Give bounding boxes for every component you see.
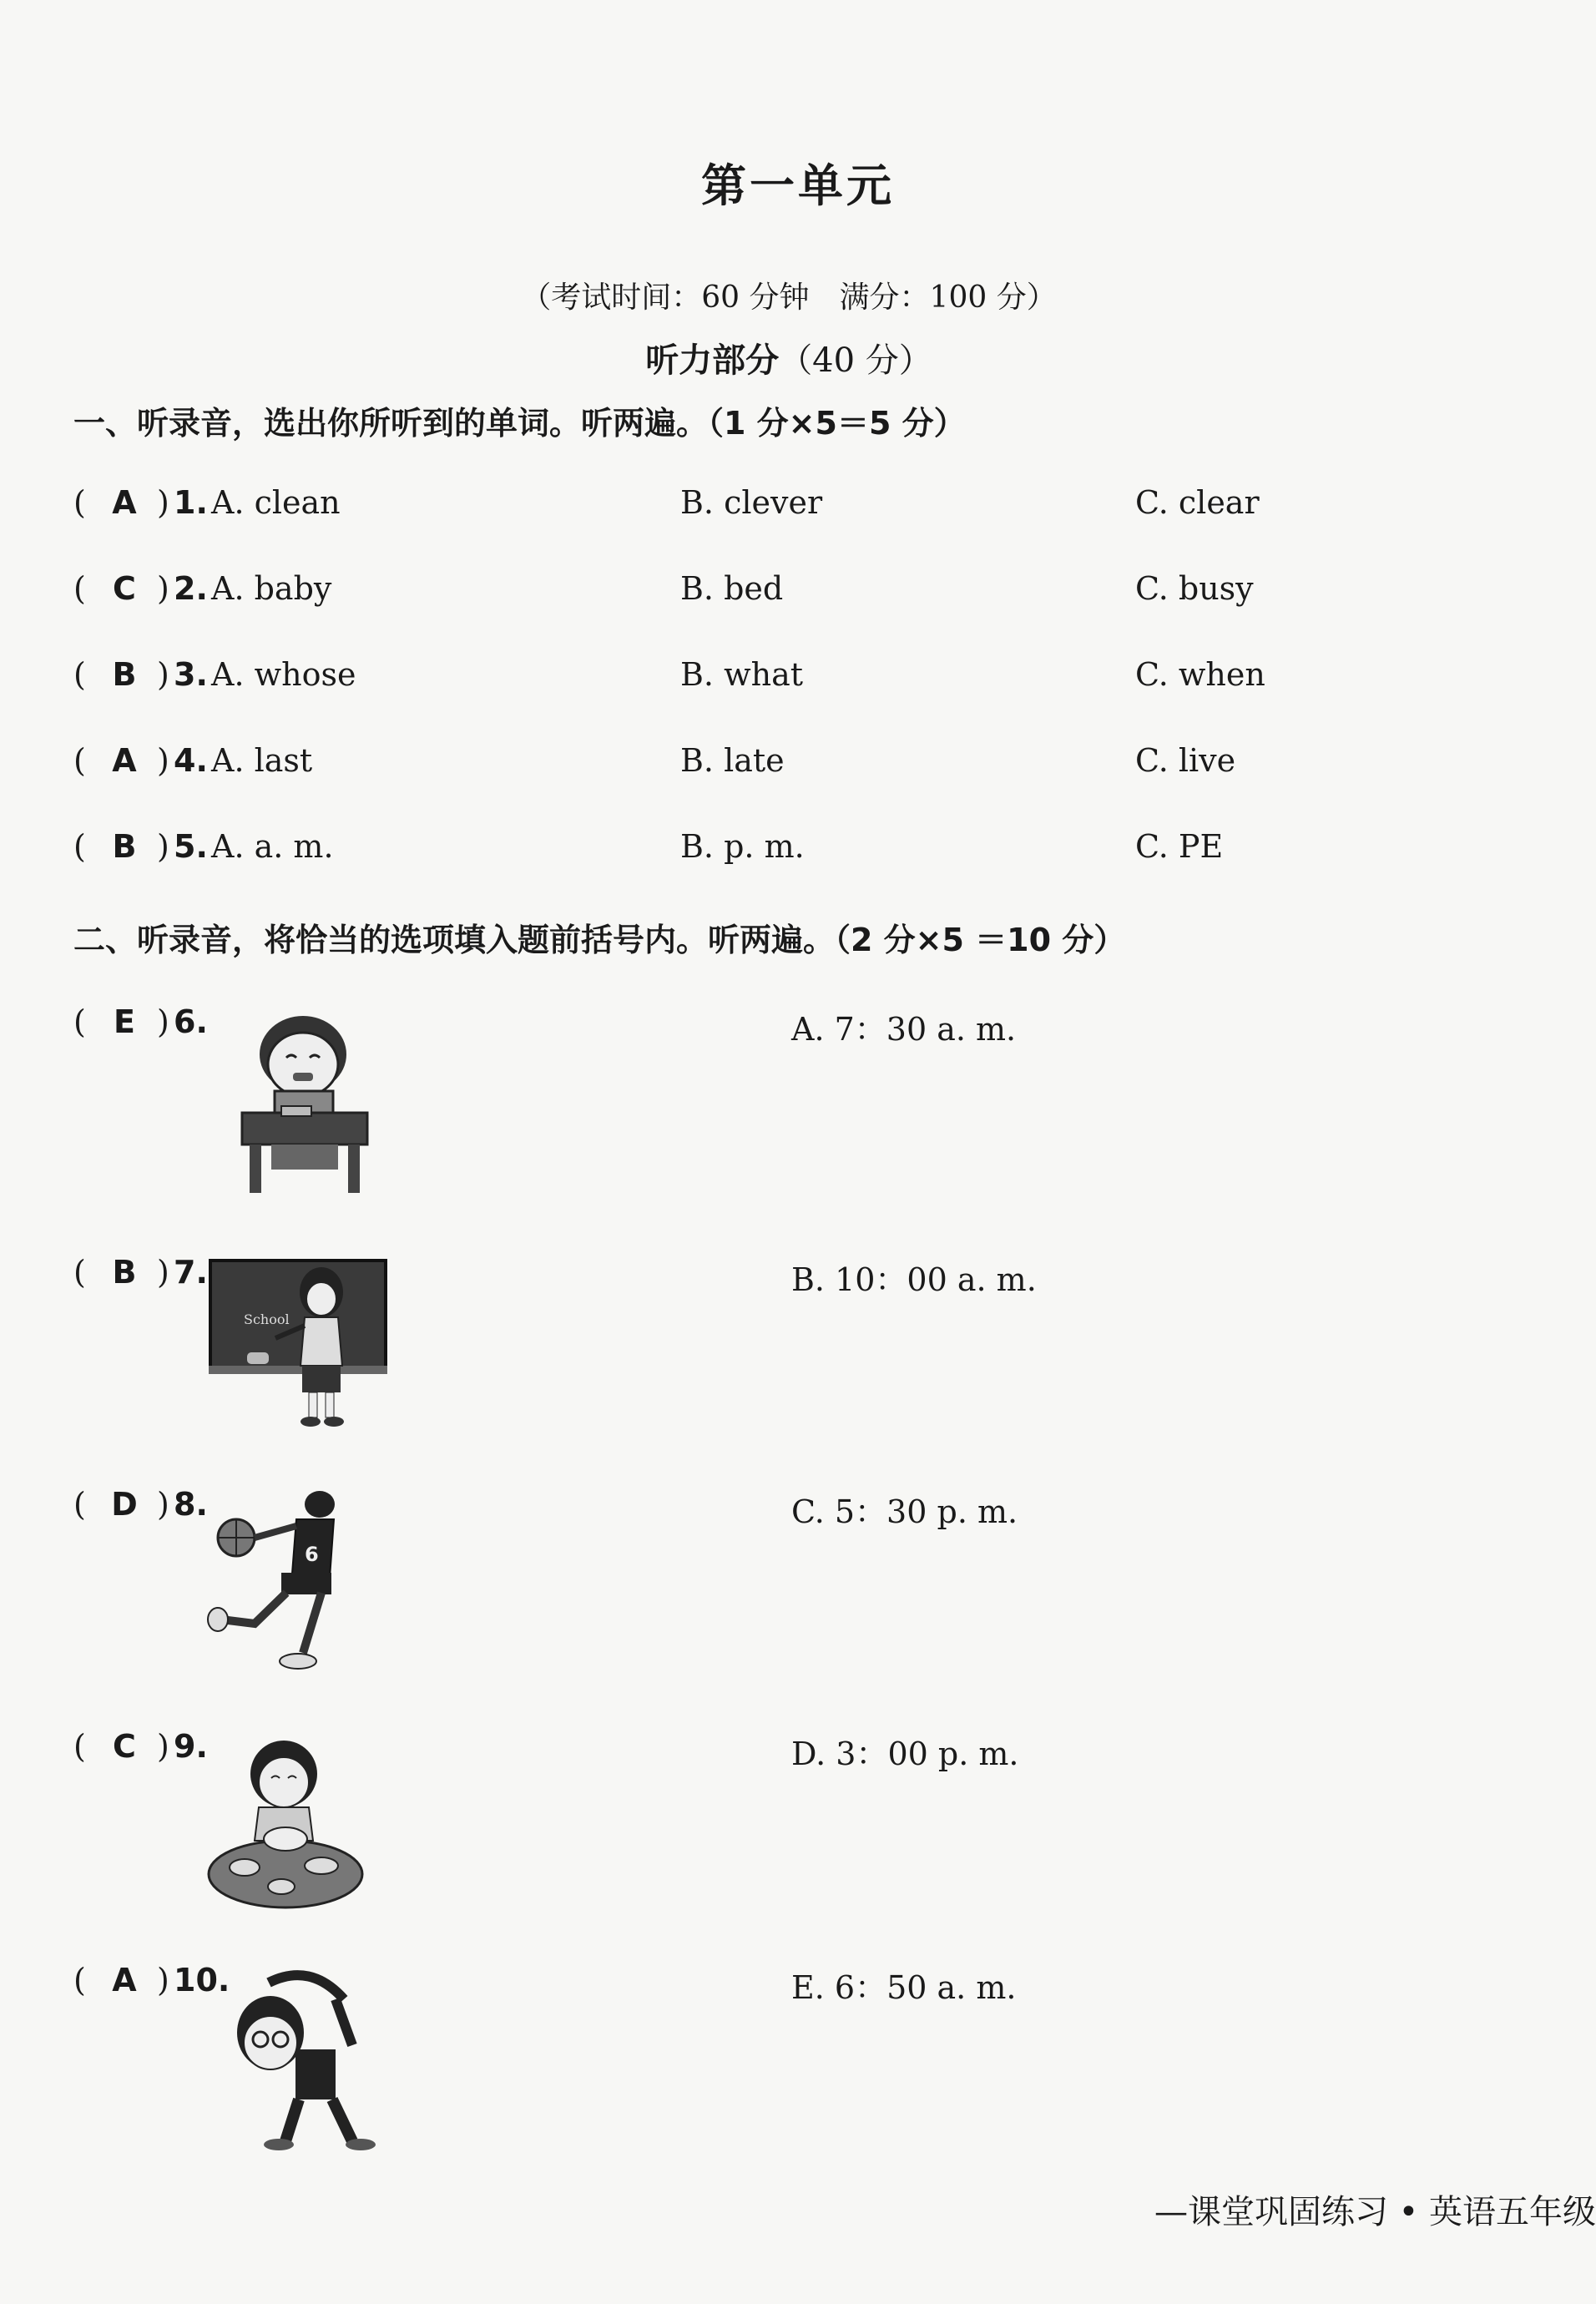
- option-b: B. bed: [680, 570, 784, 607]
- answer-blank[interactable]: C: [113, 570, 136, 607]
- matching-row-7: ( B ) 7. B. 10：00 a. m.: [73, 1254, 1037, 1298]
- jersey-number: 6: [305, 1543, 319, 1566]
- basketball-player-picture: [205, 1486, 351, 1678]
- answer-blank[interactable]: D: [111, 1486, 138, 1523]
- question-row-5: ( B ) 5. A. a. m. B. p. m. C. PE: [73, 828, 1224, 865]
- part-title-label: 听力部分: [645, 341, 780, 380]
- question-number: 1.: [174, 484, 208, 521]
- time-option: E. 6：50 a. m.: [791, 1969, 1017, 2006]
- boy-breakfast-picture: [238, 1006, 371, 1198]
- girl-dinner-picture: [205, 1732, 367, 1912]
- answer-blank[interactable]: E: [114, 1003, 135, 1040]
- matching-row-8: ( D ) 8. C. 5：30 p. m.: [73, 1486, 1018, 1530]
- question-number: 3.: [174, 656, 208, 693]
- blackboard: [210, 1261, 386, 1369]
- option-b: B. p. m.: [680, 828, 805, 865]
- boy-exercise-picture: [219, 1966, 377, 2154]
- question-row-1: ( A ) 1. A. clean B. clever C. clear: [73, 484, 1260, 521]
- matching-row-6: ( E ) 6. A. 7：30 a. m.: [73, 1003, 1017, 1048]
- answer-blank[interactable]: B: [112, 656, 137, 693]
- option-c: C. live: [1135, 742, 1236, 779]
- option-a: A. baby: [211, 570, 332, 607]
- question-row-2: ( C ) 2. A. baby B. bed C. busy: [73, 570, 1254, 607]
- answer-blank[interactable]: B: [112, 1254, 137, 1291]
- section2-heading: 二、听录音，将恰当的选项填入题前括号内。听两遍。（2 分×5 ＝10 分）: [73, 922, 1126, 958]
- question-number: 6.: [174, 1003, 208, 1040]
- answer-blank[interactable]: A: [112, 484, 137, 521]
- teacher-blackboard-picture: [209, 1259, 388, 1430]
- part-title-score: （40 分）: [779, 341, 932, 380]
- matching-row-9: ( C ) 9. D. 3：00 p. m.: [73, 1728, 1019, 1772]
- question-row-4: ( A ) 4. A. last B. late C. live: [73, 742, 1236, 779]
- option-c: C. clear: [1135, 484, 1260, 521]
- question-number: 9.: [174, 1728, 208, 1765]
- option-c: C. when: [1135, 656, 1265, 693]
- player-head: [305, 1491, 335, 1518]
- answer-blank[interactable]: A: [112, 1962, 137, 1998]
- question-number: 2.: [174, 570, 208, 607]
- option-a: A. whose: [211, 656, 356, 693]
- matching-row-10: ( A ) 10. E. 6：50 a. m.: [73, 1962, 1017, 2006]
- question-number: 10.: [174, 1962, 230, 1998]
- option-c: C. busy: [1135, 570, 1254, 607]
- question-number: 4.: [174, 742, 208, 779]
- time-option: A. 7：30 a. m.: [791, 1011, 1017, 1048]
- section1-heading: 一、听录音，选出你所听到的单词。听两遍。（1 分×5＝5 分）: [73, 405, 966, 442]
- option-a: A. clean: [211, 484, 341, 521]
- question-number: 5.: [174, 828, 208, 865]
- answer-blank[interactable]: B: [112, 828, 137, 865]
- answer-blank[interactable]: C: [113, 1728, 136, 1765]
- board-text: School: [244, 1311, 290, 1327]
- answer-blank[interactable]: A: [112, 742, 137, 779]
- face: [268, 1033, 338, 1096]
- time-option: B. 10：00 a. m.: [791, 1261, 1037, 1298]
- option-a: A. last: [211, 742, 313, 779]
- option-c: C. PE: [1135, 828, 1224, 865]
- time-option: C. 5：30 p. m.: [791, 1493, 1018, 1530]
- page-title: 第一单元: [701, 159, 895, 212]
- exam-info: （考试时间：60 分钟 满分：100 分）: [521, 280, 1057, 315]
- option-b: B. late: [680, 742, 785, 779]
- time-option: D. 3：00 p. m.: [791, 1736, 1019, 1772]
- question-number: 8.: [174, 1486, 208, 1523]
- footer-text: —课堂巩固练习 • 英语五年级: [1154, 2193, 1596, 2231]
- option-b: B. what: [680, 656, 804, 693]
- part-title: [0, 334, 1578, 381]
- option-b: B. clever: [680, 484, 823, 521]
- question-number: 7.: [174, 1254, 208, 1291]
- question-row-3: ( B ) 3. A. whose B. what C. when: [73, 656, 1265, 693]
- option-a: A. a. m.: [211, 828, 334, 865]
